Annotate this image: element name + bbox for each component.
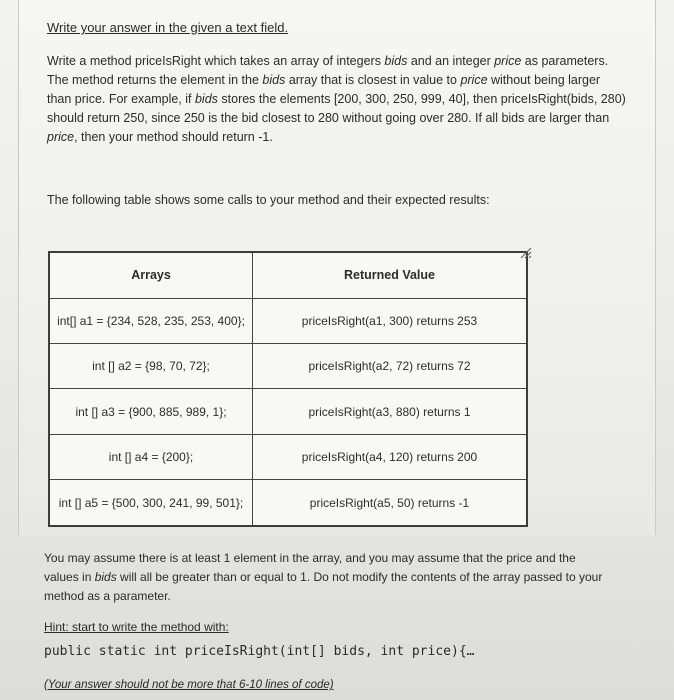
array-cell: int [] a3 = {900, 885, 989, 1}; — [49, 389, 253, 434]
desc-var: price — [460, 73, 488, 87]
array-cell: int [] a5 = {500, 300, 241, 99, 501}; — [49, 480, 253, 526]
desc-var: bids — [384, 54, 408, 68]
hint-text: Hint: start to write the method with: — [44, 620, 229, 634]
result-cell: priceIsRight(a4, 120) returns 200 — [253, 434, 528, 479]
array-cell: int [] a4 = {200}; — [49, 434, 253, 479]
desc-text: , then your method should return -1. — [74, 130, 273, 144]
assumption-var: bids — [94, 570, 117, 584]
desc-text: and an integer — [407, 54, 495, 68]
method-signature-code: public static int priceIsRight(int[] bids, int price){… — [44, 644, 475, 659]
desc-text: array that is closest in value to — [285, 73, 461, 87]
table-resize-handle-icon[interactable] — [519, 246, 533, 260]
result-cell: priceIsRight(a3, 880) returns 1 — [253, 389, 528, 434]
problem-description — [47, 52, 627, 147]
table-row — [49, 480, 527, 526]
examples-table — [48, 251, 528, 527]
header-returned-value: Returned Value — [253, 252, 528, 298]
array-cell: int [] a2 = {98, 70, 72}; — [49, 343, 253, 388]
desc-var: price — [47, 130, 75, 144]
table-row — [49, 343, 527, 388]
header-arrays: Arrays — [49, 252, 253, 298]
assumption-text — [44, 549, 604, 606]
table-row — [49, 389, 527, 434]
desc-text: stores the elements [200, 300, 250, 999, 40], then priceIsRight(bids, 280) should return 250, since 250 is the bid closest to 280 without going over 280. If all bids are larger than — [47, 92, 626, 125]
result-cell: priceIsRight(a5, 50) returns -1 — [253, 480, 528, 526]
result-cell: priceIsRight(a2, 72) returns 72 — [253, 343, 528, 388]
desc-var: bids — [262, 73, 286, 87]
length-note: (Your answer should not be more that 6-10 lines of code) — [44, 679, 334, 691]
result-cell: priceIsRight(a1, 300) returns 253 — [253, 298, 528, 343]
array-cell: int[] a1 = {234, 528, 235, 253, 400}; — [49, 298, 253, 343]
desc-var: price — [494, 54, 522, 68]
table-row — [49, 298, 527, 343]
table-header-row — [49, 252, 527, 298]
instruction-heading: Write your answer in the given a text field. — [47, 20, 289, 35]
desc-text: as parameters. The method returns the element in the — [47, 54, 609, 87]
desc-var: bids — [194, 92, 218, 106]
assumption-part: will all be greater than or equal to 1. Do not modify the contents of the array passed to your method as a parameter. — [44, 570, 603, 603]
table-row — [49, 434, 527, 479]
table-intro: The following table shows some calls to your method and their expected results: — [47, 193, 490, 207]
assumption-part: You may assume there is at least 1 element in the array, and you may assume that the price and the values in — [44, 551, 576, 584]
desc-text: without being larger than price. For example, if — [47, 73, 601, 106]
desc-text: Write a method priceIsRight which takes an array of integers — [47, 54, 385, 68]
